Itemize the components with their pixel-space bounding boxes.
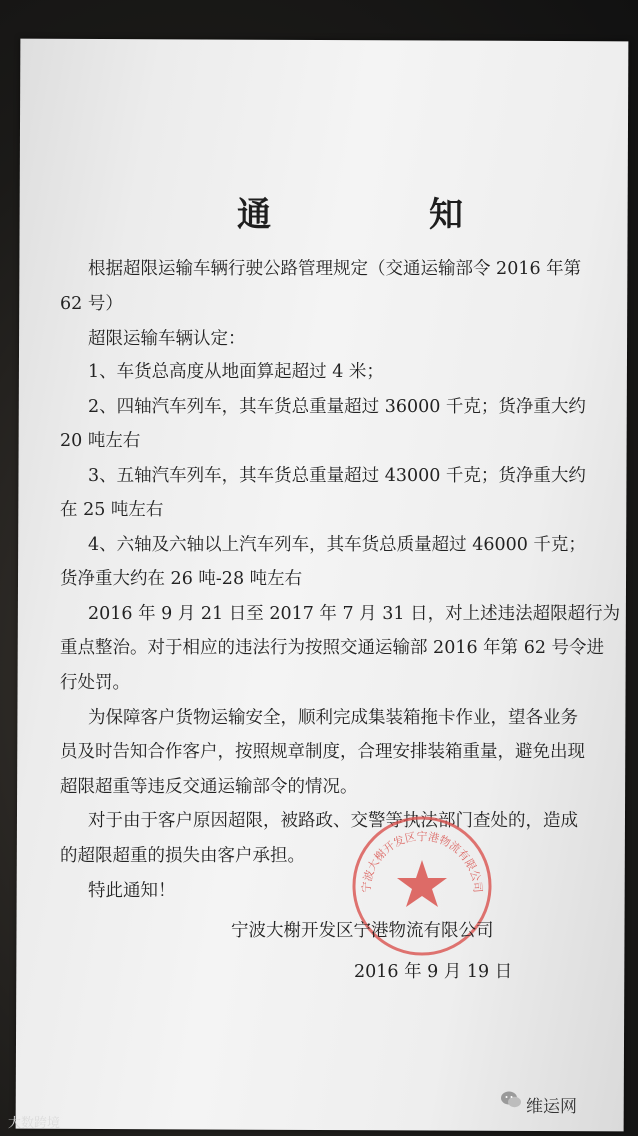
notice-title: 通 知: [237, 195, 525, 235]
notice-line: 根据超限运输车辆行驶公路管理规定（交通运输部令 2016 年第: [88, 259, 582, 279]
notice-line: 1、车货总高度从地面算起超过 4 米；: [88, 362, 384, 382]
watermark-left: [8, 1112, 60, 1131]
notice-line: 特此通知！: [88, 881, 176, 901]
notice-line: 超限运输车辆认定：: [88, 329, 246, 349]
notice-line: 对于由于客户原因超限，被路政、交警等执法部门查处的，造成: [88, 811, 578, 831]
company-name: 宁波大榭开发区宁港物流有限公司: [231, 921, 494, 941]
watermark-left-text: 大数跨境: [8, 1116, 61, 1131]
notice-line: 超限超重等违反交通运输部令的情况。: [60, 777, 358, 797]
notice-line: 行处罚。: [60, 673, 130, 693]
notice-line: 4、六轴及六轴以上汽车列车，其车货总质量超过 46000 千克；: [88, 535, 586, 555]
notice-line: 2016 年 9 月 21 日至 2017 年 7 月 31 日，对上述违法超限超行为: [88, 604, 621, 624]
notice-line: 3、五轴汽车列车，其车货总重量超过 43000 千克；货净重大约: [88, 466, 586, 486]
notice-line: 货净重大约在 26 吨-28 吨左右: [60, 569, 303, 589]
notice-line: 重点整治。对于相应的违法行为按照交通运输部 2016 年第 62 号令进: [60, 638, 605, 658]
notice-line: 为保障客户货物运输安全，顺利完成集装箱拖卡作业，望各业务: [88, 708, 578, 728]
notice-line: 20 吨左右: [60, 431, 141, 451]
wechat-icon: [500, 1090, 522, 1110]
seal-text: 宁波大榭开发区宁港物流有限公司: [359, 830, 485, 894]
notice-date: 2016 年 9 月 19 日: [354, 962, 513, 982]
notice-line: 员及时告知合作客户，按照规章制度，合理安排装箱重量，避免出现: [60, 742, 585, 762]
notice-line: 2、四轴汽车列车，其车货总重量超过 36000 千克；货净重大约: [88, 397, 586, 417]
notice-line: 62 号）: [60, 294, 123, 314]
notice-line: 的超限超重的损失由客户承担。: [60, 846, 305, 866]
watermark-right: [526, 1092, 577, 1117]
watermark-right-text: 维运网: [526, 1097, 577, 1117]
notice-line: 在 25 吨左右: [60, 500, 164, 520]
